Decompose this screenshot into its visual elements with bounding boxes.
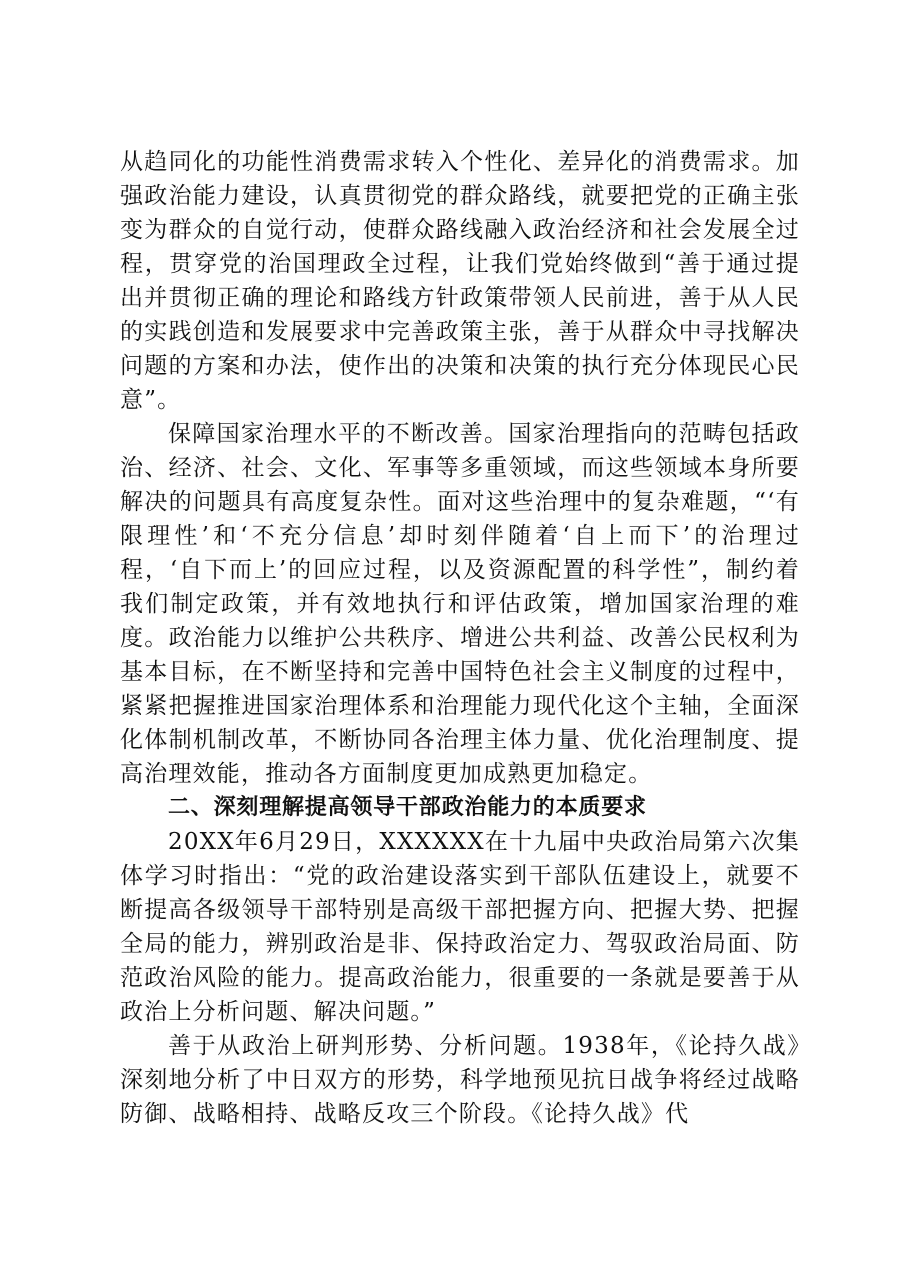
section-heading: 二、深刻理解提高领导干部政治能力的本质要求 — [168, 795, 647, 820]
paragraph-governance: 保障国家治理水平的不断改善。国家治理指向的范畴包括政治、经济、社会、文化、军事等多重领域，而这些领域本身所要解决的问题具有高度复杂性。面对这些治理中的复杂难题，“‘有限理性’和‘不充分信息’却时刻伴随着‘自上而下’的治理过程，‘自下而上’的回应过程，以及资源配置的科学性”，制约着我们制定政策，并有效地执行和评估政策，增加国家治理的难度。政治能力以维护公共秩序、增进公共利益、改善公民权利为基本目标，在不断坚持和完善中国特色社会主义制度的过程中，紧紧把握推进国家治理体系和治理能力现代化这个主轴，全面深化体制机制改革，不断协同各治理主体力量、优化治理制度、提高治理效能，推动各方面制度更加成熟更加稳定。 — [120, 421, 800, 787]
paragraph-quote: 20XX年6月29日，XXXXXX在十九届中央政治局第六次集体学习时指出：“党的政治建设落实到干部队伍建设上，就要不断提高各级领导干部特别是高级干部把握方向、把握大势、把握全局的能力，辨别政治是非、保持政治定力、驾驭政治局面、防范政治风险的能力。提高政治能力，很重要的一条就是要善于从政治上分析问题、解决问题。” — [120, 829, 800, 1025]
paragraph-continuation: 从趋同化的功能性消费需求转入个性化、差异化的消费需求。加强政治能力建设，认真贯彻党的群众路线，就要把党的正确主张变为群众的自觉行动，使群众路线融入政治经济和社会发展全过程，贯穿党的治国理政全过程，让我们党始终做到“善于通过提出并贯彻正确的理论和路线方针政策带领人民前进，善于从人民的实践创造和发展要求中完善政策主张，善于从群众中寻找解决问题的方案和办法，使作出的决策和决策的执行充分体现民心民意”。 — [120, 149, 800, 413]
paragraph-analysis: 善于从政治上研判形势、分析问题。1938年，《论持久战》深刻地分析了中日双方的形势，科学地预见抗日战争将经过战略防御、战略相持、战略反攻三个阶段。《论持久战》代 — [120, 1033, 800, 1127]
document-body — [120, 145, 800, 1131]
